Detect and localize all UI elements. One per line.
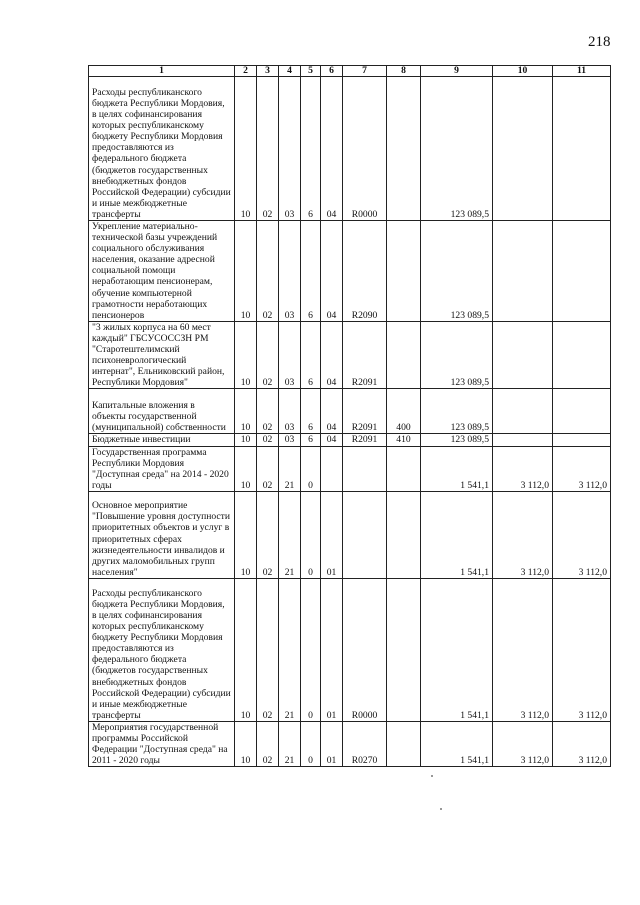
cell-col11: 3 112,0 bbox=[553, 491, 611, 578]
cell-col4: 21 bbox=[279, 446, 301, 491]
cell-col11 bbox=[553, 77, 611, 221]
cell-col6: 01 bbox=[321, 578, 343, 721]
cell-col9: 1 541,1 bbox=[421, 721, 493, 766]
cell-col11 bbox=[553, 321, 611, 389]
cell-col9: 123 089,5 bbox=[421, 77, 493, 221]
cell-col10: 3 112,0 bbox=[493, 491, 553, 578]
cell-col11 bbox=[553, 389, 611, 434]
cell-col4: 21 bbox=[279, 491, 301, 578]
scan-speck bbox=[440, 808, 442, 810]
table-row bbox=[89, 578, 611, 721]
page-number: 218 bbox=[588, 34, 611, 50]
row-description: Государственная программа Республики Мордовия "Доступная среда" на 2014 - 2020 годы bbox=[89, 446, 235, 491]
row-description: Мероприятия государственной программы Российской Федерации "Доступная среда" на 2011 - 2020 годы bbox=[89, 721, 235, 766]
header-cell: 11 bbox=[553, 66, 611, 77]
cell-col4: 03 bbox=[279, 221, 301, 322]
cell-col8: 400 bbox=[387, 389, 421, 434]
cell-col2: 10 bbox=[235, 221, 257, 322]
cell-col10 bbox=[493, 321, 553, 389]
table-row bbox=[89, 721, 611, 766]
cell-col10: 3 112,0 bbox=[493, 446, 553, 491]
cell-col6: 04 bbox=[321, 221, 343, 322]
cell-col9: 1 541,1 bbox=[421, 491, 493, 578]
cell-col3: 02 bbox=[257, 221, 279, 322]
cell-col3: 02 bbox=[257, 721, 279, 766]
header-cell: 8 bbox=[387, 66, 421, 77]
cell-col9: 123 089,5 bbox=[421, 389, 493, 434]
row-description: Бюджетные инвестиции bbox=[89, 434, 235, 446]
cell-col11: 3 112,0 bbox=[553, 578, 611, 721]
row-description: Расходы республиканского бюджета Республики Мордовия, в целях софинансирования которых республиканскому бюджету Республики Мордовия предоставляются из федерального бюджета (бюджетов государственных внебюджетных фондов Российской Федерации) субсидии и иные межбюджетные трансферты bbox=[89, 578, 235, 721]
cell-col2: 10 bbox=[235, 491, 257, 578]
header-cell: 10 bbox=[493, 66, 553, 77]
cell-col11 bbox=[553, 434, 611, 446]
row-description: Укрепление материально-технической базы учреждений социального обслуживания населения, оказание адресной социальной помощи неработающим пенсионерам, обучение компьютерной грамотности неработающих пенсионеров bbox=[89, 221, 235, 322]
cell-col5: 6 bbox=[301, 434, 321, 446]
cell-col3: 02 bbox=[257, 446, 279, 491]
cell-col6: 04 bbox=[321, 77, 343, 221]
cell-col7: R0000 bbox=[343, 77, 387, 221]
table-row bbox=[89, 77, 611, 221]
cell-col10 bbox=[493, 434, 553, 446]
row-description: Капитальные вложения в объекты государственной (муниципальной) собственности bbox=[89, 389, 235, 434]
cell-col8 bbox=[387, 721, 421, 766]
header-cell: 9 bbox=[421, 66, 493, 77]
cell-col5: 0 bbox=[301, 491, 321, 578]
cell-col4: 03 bbox=[279, 321, 301, 389]
cell-col9: 123 089,5 bbox=[421, 221, 493, 322]
cell-col9: 1 541,1 bbox=[421, 446, 493, 491]
header-cell: 6 bbox=[321, 66, 343, 77]
cell-col5: 6 bbox=[301, 321, 321, 389]
cell-col5: 6 bbox=[301, 221, 321, 322]
cell-col2: 10 bbox=[235, 721, 257, 766]
cell-col6: 01 bbox=[321, 721, 343, 766]
cell-col10: 3 112,0 bbox=[493, 721, 553, 766]
cell-col3: 02 bbox=[257, 77, 279, 221]
cell-col3: 02 bbox=[257, 578, 279, 721]
cell-col6: 04 bbox=[321, 321, 343, 389]
row-description: Расходы республиканского бюджета Республики Мордовия, в целях софинансирования которых республиканскому бюджету Республики Мордовия предоставляются из федерального бюджета (бюджетов государственных внебюджетных фондов Российской Федерации) субсидии и иные межбюджетные трансферты bbox=[89, 77, 235, 221]
cell-col4: 03 bbox=[279, 434, 301, 446]
cell-col10 bbox=[493, 221, 553, 322]
cell-col7: R2091 bbox=[343, 434, 387, 446]
cell-col8 bbox=[387, 321, 421, 389]
cell-col11: 3 112,0 bbox=[553, 721, 611, 766]
header-cell: 5 bbox=[301, 66, 321, 77]
cell-col8 bbox=[387, 221, 421, 322]
table-header-row bbox=[89, 66, 611, 77]
cell-col7 bbox=[343, 491, 387, 578]
cell-col7 bbox=[343, 446, 387, 491]
cell-col2: 10 bbox=[235, 321, 257, 389]
cell-col10: 3 112,0 bbox=[493, 578, 553, 721]
cell-col2: 10 bbox=[235, 389, 257, 434]
cell-col11: 3 112,0 bbox=[553, 446, 611, 491]
cell-col2: 10 bbox=[235, 578, 257, 721]
table-row bbox=[89, 434, 611, 446]
header-cell: 4 bbox=[279, 66, 301, 77]
cell-col7: R2091 bbox=[343, 321, 387, 389]
table-row bbox=[89, 446, 611, 491]
cell-col5: 0 bbox=[301, 721, 321, 766]
cell-col6: 04 bbox=[321, 389, 343, 434]
cell-col2: 10 bbox=[235, 434, 257, 446]
table-row bbox=[89, 321, 611, 389]
cell-col4: 21 bbox=[279, 721, 301, 766]
row-description: "3 жилых корпуса на 60 мест каждый" ГБСУСОССЗН РМ "Старотештелимский психоневрологический интернат", Ельниковский район, Республики Мордовия" bbox=[89, 321, 235, 389]
cell-col8 bbox=[387, 77, 421, 221]
header-cell: 2 bbox=[235, 66, 257, 77]
cell-col9: 1 541,1 bbox=[421, 578, 493, 721]
cell-col3: 02 bbox=[257, 491, 279, 578]
cell-col6 bbox=[321, 446, 343, 491]
header-cell: 3 bbox=[257, 66, 279, 77]
scan-speck bbox=[431, 775, 433, 777]
cell-col7: R2091 bbox=[343, 389, 387, 434]
cell-col11 bbox=[553, 221, 611, 322]
cell-col9: 123 089,5 bbox=[421, 321, 493, 389]
cell-col2: 10 bbox=[235, 77, 257, 221]
table-row bbox=[89, 221, 611, 322]
header-cell: 7 bbox=[343, 66, 387, 77]
table-row bbox=[89, 491, 611, 578]
row-description: Основное мероприятие "Повышение уровня доступности приоритетных объектов и услуг в приоритетных сферах жизнедеятельности инвалидов и других маломобильных групп населения" bbox=[89, 491, 235, 578]
cell-col3: 02 bbox=[257, 321, 279, 389]
cell-col6: 04 bbox=[321, 434, 343, 446]
cell-col4: 03 bbox=[279, 77, 301, 221]
table-row bbox=[89, 389, 611, 434]
header-cell: 1 bbox=[89, 66, 235, 77]
cell-col3: 02 bbox=[257, 389, 279, 434]
budget-table bbox=[88, 65, 611, 767]
cell-col8: 410 bbox=[387, 434, 421, 446]
cell-col4: 03 bbox=[279, 389, 301, 434]
cell-col7: R0000 bbox=[343, 578, 387, 721]
cell-col2: 10 bbox=[235, 446, 257, 491]
cell-col8 bbox=[387, 491, 421, 578]
cell-col10 bbox=[493, 389, 553, 434]
cell-col9: 123 089,5 bbox=[421, 434, 493, 446]
cell-col5: 0 bbox=[301, 446, 321, 491]
cell-col8 bbox=[387, 446, 421, 491]
cell-col8 bbox=[387, 578, 421, 721]
cell-col5: 6 bbox=[301, 389, 321, 434]
cell-col4: 21 bbox=[279, 578, 301, 721]
cell-col3: 02 bbox=[257, 434, 279, 446]
cell-col5: 0 bbox=[301, 578, 321, 721]
cell-col5: 6 bbox=[301, 77, 321, 221]
cell-col7: R0270 bbox=[343, 721, 387, 766]
cell-col6: 01 bbox=[321, 491, 343, 578]
cell-col10 bbox=[493, 77, 553, 221]
cell-col7: R2090 bbox=[343, 221, 387, 322]
